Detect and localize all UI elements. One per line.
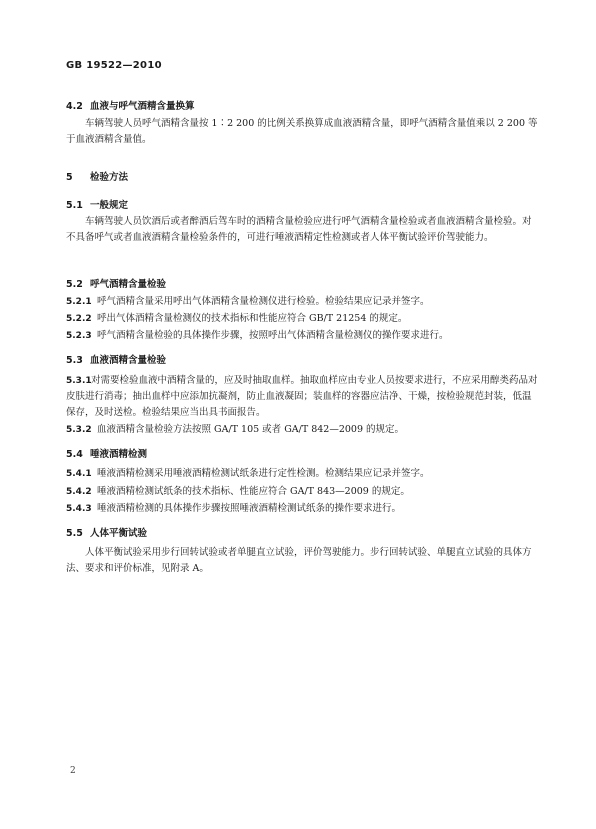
clause-text: 呼气酒精含量检验的具体操作步骤，按照呼出气体酒精含量检测仪的操作要求进行。 [97, 330, 449, 341]
section-4-2-heading [66, 98, 195, 112]
clause-5-3-2 [66, 422, 540, 438]
section-number: 5.1 [66, 200, 83, 211]
clause-text: 血液酒精含量检验方法按照 GA/T 105 或者 GA/T 842—2009 的规定。 [97, 424, 405, 435]
section-5-5-heading [66, 525, 147, 539]
clause-5-4-1 [66, 466, 540, 482]
clause-text: 唾液酒精检测试纸条的技术指标、性能应符合 GA/T 843—2009 的规定。 [97, 486, 410, 497]
section-number: 5 [66, 172, 73, 183]
clause-number: 5.3.2 [66, 425, 92, 435]
section-title: 人体平衡试验 [90, 528, 148, 539]
page-number: 2 [70, 766, 76, 776]
clause-5-2-2 [66, 311, 540, 327]
section-title: 检验方法 [90, 172, 129, 183]
section-title: 血液酒精含量检验 [90, 355, 167, 366]
section-title: 血液与呼气酒精含量换算 [90, 101, 195, 112]
section-number: 5.4 [66, 449, 83, 460]
section-5-heading [66, 169, 128, 183]
section-5-3-heading [66, 352, 166, 366]
clause-number: 5.4.3 [66, 504, 92, 514]
section-5-1-heading [66, 197, 128, 211]
clause-number: 5.4.1 [66, 469, 92, 479]
section-title: 唾液酒精检测 [90, 449, 148, 460]
section-number: 5.5 [66, 528, 83, 539]
clause-text: 对需要检验血液中酒精含量的，应及时抽取血样。抽取血样应由专业人员按要求进行，不应采用醇类药品对皮肤进行消毒；抽出血样中应添加抗凝剂，防止血液凝固；装血样的容器应洁净、干燥，按检验规范封装，低温保存，及时送检。检验结果应当出具书面报告。 [66, 375, 538, 418]
clause-text: 唾液酒精检测采用唾液酒精检测试纸条进行定性检测。检测结果应记录并签字。 [97, 468, 430, 479]
section-4-2-paragraph: 车辆驾驶人员呼气酒精含量按 1∶2 200 的比例关系换算成血液酒精含量，即呼气酒精含量值乘以 2 200 等于血液酒精含量值。 [66, 118, 538, 145]
clause-number: 5.3.1 [66, 376, 92, 386]
section-number: 5.3 [66, 355, 83, 366]
clause-number: 5.2.3 [66, 331, 92, 341]
clause-number: 5.4.2 [66, 487, 92, 497]
section-5-1-paragraph: 车辆驾驶人员饮酒后或者醉酒后驾车时的酒精含量检验应进行呼气酒精含量检验或者血液酒精含量检验。对不具备呼气或者血液酒精含量检验条件的，可进行唾液酒精定性检测或者人体平衡试验评价驾驶能力。 [66, 216, 532, 243]
clause-5-4-2 [66, 484, 540, 500]
section-5-5-paragraph: 人体平衡试验采用步行回转试验或者单腿直立试验，评价驾驶能力。步行回转试验、单腿直立试验的具体方法、要求和评价标准，见附录 A。 [66, 547, 532, 574]
section-5-2-heading [66, 276, 166, 290]
clause-number: 5.2.2 [66, 314, 92, 324]
clause-text: 呼气酒精含量采用呼出气体酒精含量检测仪进行检验。检验结果应记录并签字。 [97, 296, 430, 307]
section-number: 5.2 [66, 279, 83, 290]
clause-5-2-1 [66, 294, 540, 310]
section-5-4-heading [66, 446, 147, 460]
clause-5-2-3 [66, 328, 540, 344]
clause-number: 5.2.1 [66, 297, 92, 307]
standard-header: GB 19522—2010 [66, 60, 162, 71]
clause-5-4-3 [66, 501, 540, 517]
section-title: 呼气酒精含量检验 [90, 279, 167, 290]
section-title: 一般规定 [90, 200, 129, 211]
section-number: 4.2 [66, 101, 83, 112]
clause-text: 唾液酒精检测的具体操作步骤按照唾液酒精检测试纸条的操作要求进行。 [97, 503, 402, 514]
clause-text: 呼出气体酒精含量检测仪的技术指标和性能应符合 GB/T 21254 的规定。 [97, 313, 408, 324]
clause-5-3-1 [66, 373, 540, 421]
